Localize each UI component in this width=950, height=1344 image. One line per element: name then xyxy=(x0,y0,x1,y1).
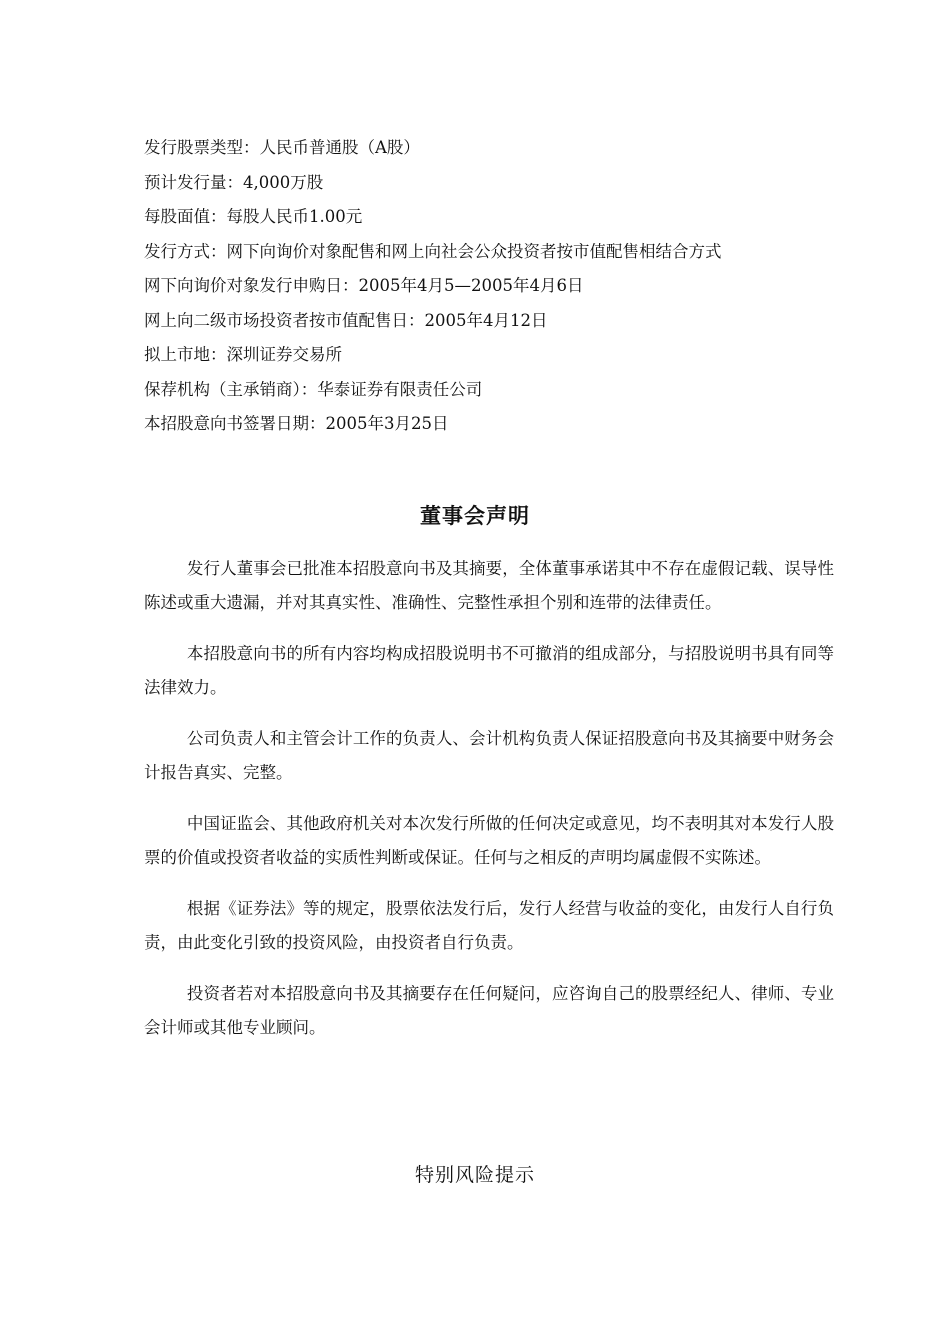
board-statement-body xyxy=(144,552,834,1062)
online-placement-date-line: 网上向二级市场投资者按市值配售日：2005年4月12日 xyxy=(144,310,548,330)
issue-info-list xyxy=(144,131,834,442)
issue-volume-line: 预计发行量：4,000万股 xyxy=(144,172,324,192)
statement-paragraph: 投资者若对本招股意向书及其摘要存在任何疑问，应咨询自己的股票经纪人、律师、专业会计师或其他专业顾问。 xyxy=(144,984,834,1037)
statement-paragraph: 公司负责人和主管会计工作的负责人、会计机构负责人保证招股意向书及其摘要中财务会计报告真实、完整。 xyxy=(144,729,834,782)
listing-exchange-line: 拟上市地：深圳证券交易所 xyxy=(144,345,342,364)
statement-paragraph: 根据《证券法》等的规定，股票依法发行后，发行人经营与收益的变化，由发行人自行负责，由此变化引致的投资风险，由投资者自行负责。 xyxy=(144,899,834,952)
offline-subscription-date-line: 网下向询价对象发行申购日：2005年4月5—2005年4月6日 xyxy=(144,276,584,295)
issue-type-line: 发行股票类型：人民币普通股（A股） xyxy=(144,138,420,157)
statement-paragraph: 本招股意向书的所有内容均构成招股说明书不可撤消的组成部分，与招股说明书具有同等法律效力。 xyxy=(144,644,834,697)
statement-paragraph: 发行人董事会已批准本招股意向书及其摘要，全体董事承诺其中不存在虚假记载、误导性陈述或重大遗漏，并对其真实性、准确性、完整性承担个别和连带的法律责任。 xyxy=(144,559,834,612)
statement-paragraph: 中国证监会、其他政府机关对本次发行所做的任何决定或意见，均不表明其对本发行人股票的价值或投资者收益的实质性判断或保证。任何与之相反的声明均属虚假不实陈述。 xyxy=(144,814,834,867)
issue-method-line: 发行方式：网下向询价对象配售和网上向社会公众投资者按市值配售相结合方式 xyxy=(144,241,722,261)
signing-date-line: 本招股意向书签署日期：2005年3月25日 xyxy=(144,414,449,433)
par-value-line: 每股面值：每股人民币1.00元 xyxy=(144,207,363,226)
board-statement-title: 董事会声明 xyxy=(420,504,530,528)
special-risk-title: 特别风险提示 xyxy=(414,1164,535,1186)
sponsor-line: 保荐机构（主承销商）：华泰证券有限责任公司 xyxy=(144,379,483,399)
